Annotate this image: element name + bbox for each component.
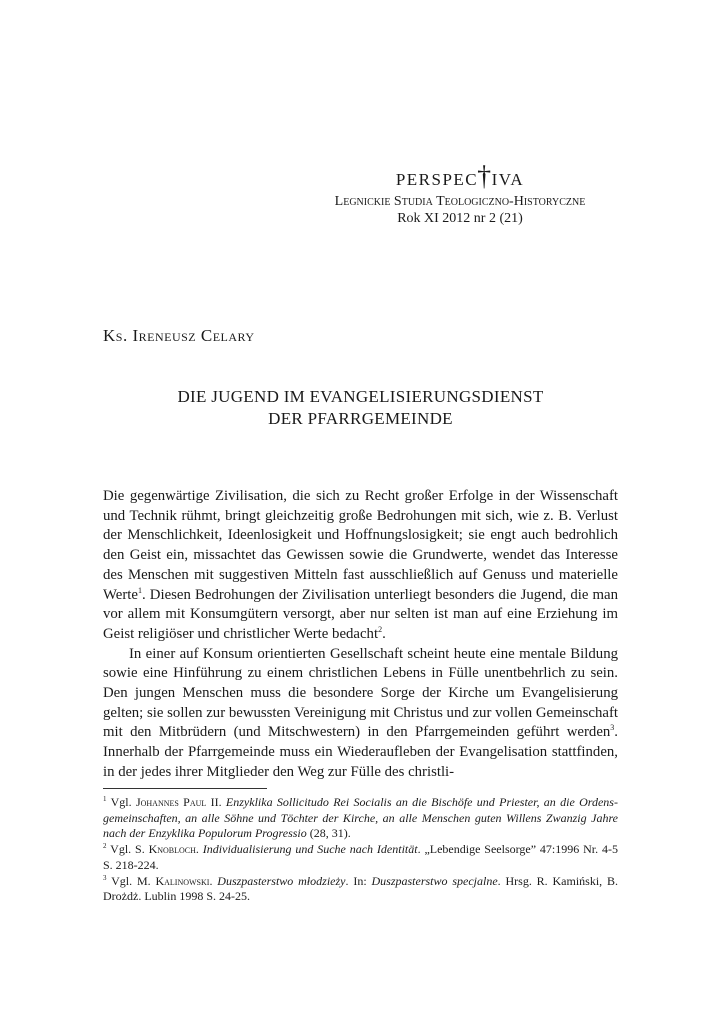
- footnote-2-work: Individualisierung und Suche nach Identität: [202, 842, 418, 857]
- paragraph-1-text-a: Die gegenwärtige Zivilisation, die sich zu Recht großer Erfolge in der Wissenschaft und Technik rühmt, bringt gleichzeitig große Bedrohungen mit sich, wie z. B. Verlust der Menschlichkeit, Ideenlosigkeit und Hoffnungslosigkeit; sie engt auch bedrohlich den Geist ein, missachtet das Gewissen sowie die Grundwerte, wendet das Interesse des Menschen mit suggestiven Mitteln fast ausschließlich auf Genuss und materielle Werte: [103, 488, 618, 603]
- footnote-2-mid: .: [195, 842, 203, 857]
- footnote-3-work2: Duszpasterstwo specjalne: [371, 873, 498, 888]
- title-line-2: DER PFARRGEMEINDE: [268, 409, 453, 428]
- footnote-3-pre: Vgl. M.: [106, 873, 156, 888]
- cross-icon: †: [477, 161, 493, 192]
- footnote-1-work: Enzyklika Sollicitudo Rei Socialis an die Bischöfe und Priester, an die Ordensgemeinschaften, an alle Söhne und Töchter der Kirche, an alle Menschen guten Willens Zwanzig Jahre nach der Enzyklika Populorum Progressio: [103, 795, 618, 841]
- footnote-3: [103, 874, 618, 905]
- footnote-1: [103, 795, 618, 842]
- article-body: [103, 487, 618, 783]
- paragraph-2-text-a: In einer auf Konsum orientierten Gesellschaft scheint heute eine mentale Bildung sowie eine Hinführung zu einem christlichen Lebens in Fülle unentbehrlich zu sein. Den jungen Menschen muss die besondere Sorge der Kirche um Evangelisierung gelten; sie sollen zur bewussten Vereinigung mit Christus und zur vollen Gemeinschaft mit den Mitbrüdern (und Mitschwestern) in den Pfarrgemeinden geführt werden: [103, 645, 618, 741]
- footnotes: [103, 795, 618, 905]
- footnote-3-mid2: . In:: [345, 873, 372, 888]
- journal-logo: [396, 162, 524, 191]
- footnote-1-author: Johannes Paul: [135, 795, 207, 809]
- footnote-divider: [103, 788, 267, 789]
- journal-series: Legnickie Studia Teologiczno-Historyczne: [334, 194, 586, 210]
- footnote-2-pre: Vgl. S.: [106, 842, 149, 857]
- footnote-1-post: (28, 31).: [306, 826, 351, 841]
- journal-issue: Rok XI 2012 nr 2 (21): [397, 211, 523, 227]
- footnote-2-number: 2: [103, 842, 107, 851]
- footnote-1-pre: Vgl.: [106, 795, 136, 809]
- footnote-2-author: Knobloch: [148, 842, 196, 857]
- paragraph-2: [103, 645, 618, 783]
- footnote-ref-3[interactable]: 3: [610, 723, 615, 733]
- logo-text-left: perspec: [395, 165, 479, 191]
- paragraph-1-text-c: .: [382, 625, 386, 642]
- footnote-3-work: Duszpasterstwo młodzieży: [217, 873, 346, 888]
- footnote-1-mid: II.: [206, 795, 226, 809]
- paragraph-1-text-b: . Diesen Bedrohungen der Zivilisation unterliegt besonders die Jugend, die man vor allem mit Konsumgütern versorgt, aber nur selten ist man auf eine Erziehung im Geist religiöser und christlicher Werte bedacht: [103, 586, 618, 642]
- footnote-1-number: 1: [103, 795, 107, 803]
- paragraph-1: [103, 487, 618, 645]
- footnote-ref-2[interactable]: 2: [378, 624, 383, 634]
- title-line-1: DIE JUGEND IM EVANGELISIERUNGSDIENST: [177, 387, 544, 406]
- logo-text-right: iva: [491, 165, 525, 191]
- article-title: [103, 386, 618, 430]
- journal-masthead: [300, 162, 620, 227]
- footnote-3-number: 3: [103, 873, 107, 882]
- footnote-3-mid: .: [209, 873, 218, 888]
- article-author: Ks. Ireneusz Celary: [103, 326, 255, 345]
- footnote-ref-1[interactable]: 1: [137, 585, 142, 595]
- footnote-2-post: . „Lebendige Seelsorge” 47:1996 Nr. 4-5 S. 218-224.: [103, 842, 618, 872]
- footnote-3-post: . Hrsg. R. Kamiński, B. Drożdż. Lublin 1998 S. 24-25.: [103, 873, 618, 904]
- paragraph-2-text-b: . Innerhalb der Pfarrgemeinde muss ein Wiederaufleben der Evangelisation stattfinden, in der jedes ihrer Mitglieder den Weg zur Fülle des christli-: [103, 724, 618, 780]
- footnote-3-author: Kalinowski: [155, 873, 210, 888]
- footnote-2: [103, 842, 618, 873]
